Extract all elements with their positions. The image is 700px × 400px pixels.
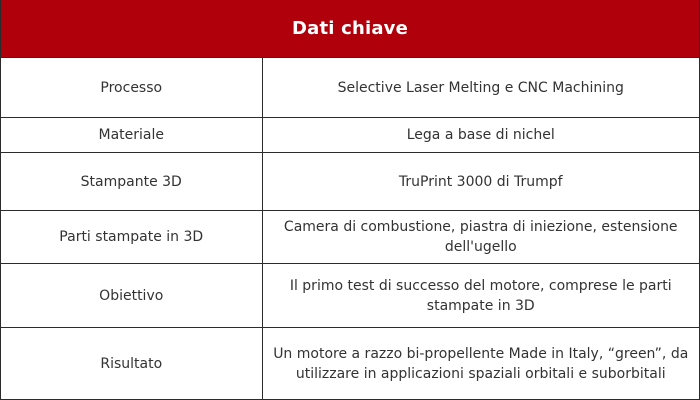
row-label: Processo <box>1 58 262 118</box>
row-value: Camera di combustione, piastra di iniezione, estensione dell'ugello <box>262 211 699 264</box>
row-value: Il primo test di successo del motore, comprese le parti stampate in 3D <box>262 264 699 328</box>
row-value: TruPrint 3000 di Trumpf <box>262 153 699 211</box>
table-row <box>1 264 699 328</box>
row-label: Materiale <box>1 118 262 153</box>
row-label: Parti stampate in 3D <box>1 211 262 264</box>
row-label: Risultato <box>1 328 262 400</box>
table-row <box>1 153 699 211</box>
table-row <box>1 58 699 118</box>
table-row <box>1 328 699 400</box>
table-header <box>1 0 699 57</box>
row-value: Lega a base di nichel <box>262 118 699 153</box>
row-label: Stampante 3D <box>1 153 262 211</box>
table-row <box>1 118 699 153</box>
row-label: Obiettivo <box>1 264 262 328</box>
table-title: Dati chiave <box>291 18 409 39</box>
row-value: Selective Laser Melting e CNC Machining <box>262 58 699 118</box>
row-value: Un motore a razzo bi-propellente Made in Italy, “green”, da utilizzare in applicazioni spaziali orbitali e suborbitali <box>262 328 699 400</box>
key-data-table <box>1 57 699 400</box>
table-row <box>1 211 699 264</box>
